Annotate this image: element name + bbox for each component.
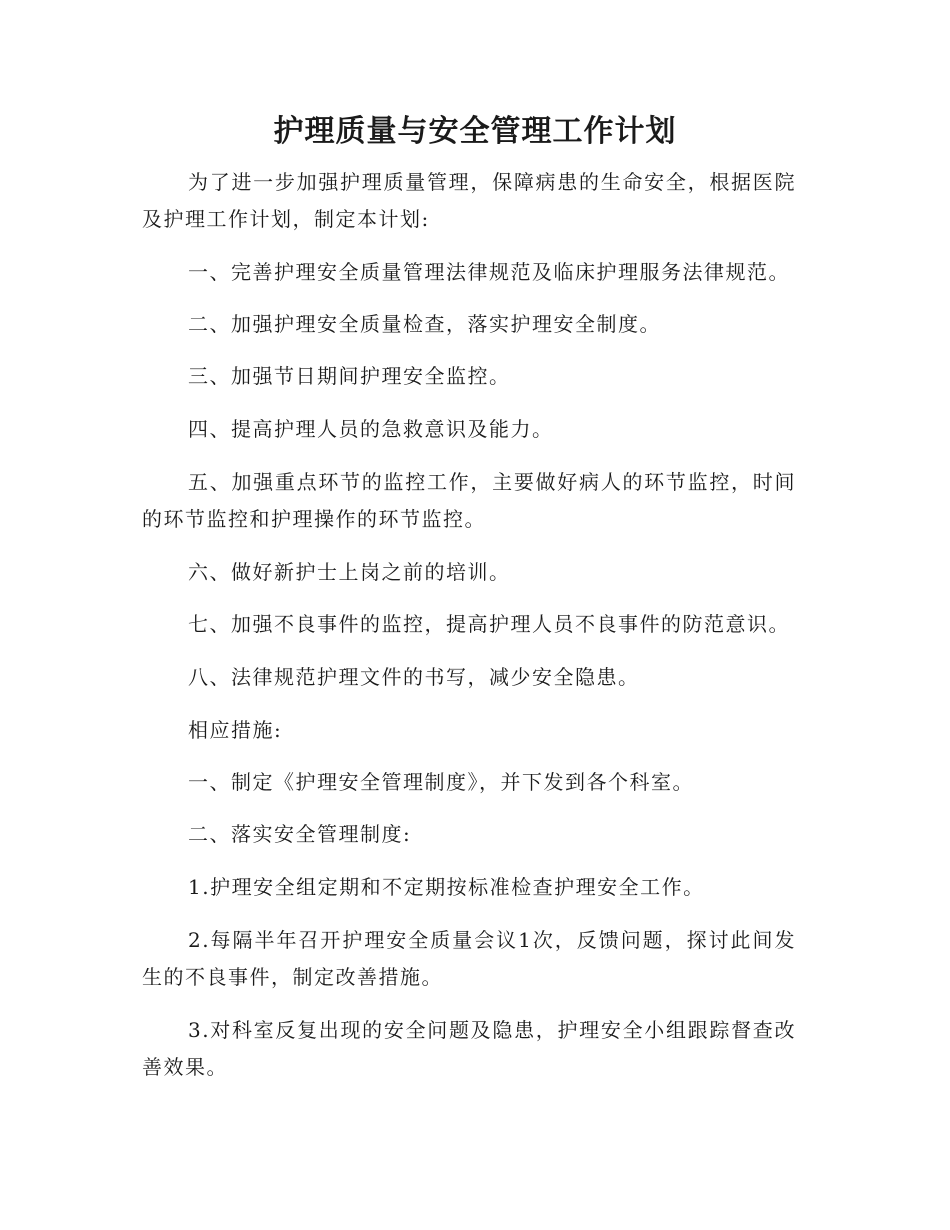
measure-2-1-paragraph: 1.护理安全组定期和不定期按标准检查护理安全工作。 xyxy=(188,875,705,899)
item-7-paragraph: 七、加强不良事件的监控，提高护理人员不良事件的防范意识。 xyxy=(188,612,790,636)
measure-2-2-paragraph: 2.每隔半年召开护理安全质量会议1次，反馈问题，探讨此间发生的不良事件，制定改善措施。 xyxy=(142,928,796,989)
item-5-paragraph: 五、加强重点环节的监控工作，主要做好病人的环节监控，时间的环节监控和护理操作的环节监控。 xyxy=(142,470,796,531)
measure-1-paragraph: 一、制定《护理安全管理制度》，并下发到各个科室。 xyxy=(188,770,694,794)
item-1-paragraph: 一、完善护理安全质量管理法律规范及临床护理服务法律规范。 xyxy=(188,260,790,284)
measure-2-paragraph: 二、落实安全管理制度: xyxy=(188,822,412,846)
measure-2-3-paragraph: 3.对科室反复出现的安全问题及隐患，护理安全小组跟踪督查改善效果。 xyxy=(142,1018,796,1079)
intro-paragraph: 为了进一步加强护理质量管理，保障病患的生命安全，根据医院及护理工作计划，制定本计划: xyxy=(142,170,796,231)
document-title: 护理质量与安全管理工作计划 xyxy=(273,114,677,149)
item-6-paragraph: 六、做好新护士上岗之前的培训。 xyxy=(188,560,511,584)
measures-heading: 相应措施: xyxy=(188,718,283,742)
item-4-paragraph: 四、提高护理人员的急救意识及能力。 xyxy=(188,417,554,441)
item-8-paragraph: 八、法律规范护理文件的书写，减少安全隐患。 xyxy=(188,665,640,689)
item-3-paragraph: 三、加强节日期间护理安全监控。 xyxy=(188,364,511,388)
item-2-paragraph: 二、加强护理安全质量检查，落实护理安全制度。 xyxy=(188,312,661,336)
